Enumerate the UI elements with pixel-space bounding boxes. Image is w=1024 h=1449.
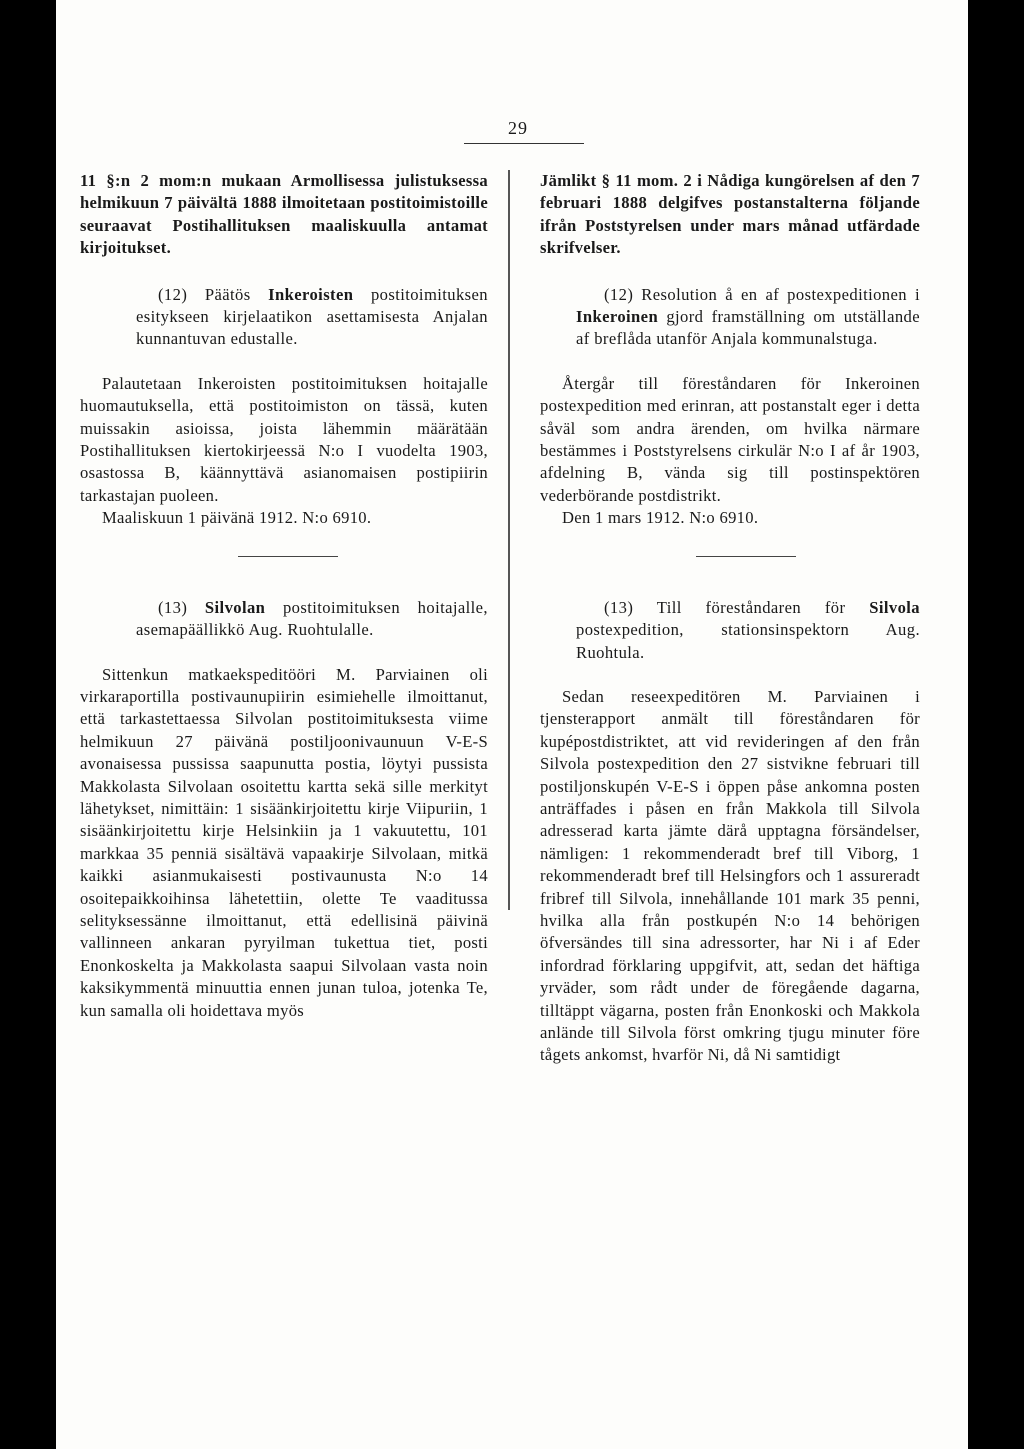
finnish-heading: 11 §:n 2 mom:n mukaan Armollisessa julistuksessa helmikuun 7 päivältä 1888 ilmoitetaan postitoimistoille seuraavat Postihallituksen maaliskuulla antamat kirjoitukset.: [80, 171, 488, 258]
entry-number: (13): [604, 597, 634, 617]
finnish-entry-12-body: Palautetaan Inkeroisten postitoimituksen hoitajalle huomautuksella, että postitoimiston on tässä, kuten muissakin asioissa, joista lähemmin määrätään Postihallituksen kiertokirjeessä N:o I vuodelta 1903, osastossa B, käännyttävä asianomaisen postipiirin tarkastajan puoleen.: [80, 373, 488, 505]
entry-place: Inkeroinen: [576, 307, 659, 327]
entry-place: Silvolan: [204, 597, 266, 617]
finnish-entry-13-title: [80, 597, 488, 642]
swedish-entry-13-title: [540, 597, 920, 664]
page-number: 29: [508, 118, 528, 138]
finnish-entry-12-title: [80, 284, 488, 351]
entry-number: (12): [604, 284, 634, 304]
entry-number: (13): [158, 597, 188, 617]
finnish-entry-12-signoff: Maaliskuun 1 päivänä 1912. N:o 6910.: [102, 508, 372, 528]
column-divider: [508, 170, 510, 910]
document-page: [56, 0, 968, 1449]
entry-pre: Päätös: [204, 284, 251, 304]
section-separator: [238, 556, 338, 557]
finnish-entry-13-body: Sittenkun matkaekspeditööri M. Parviainen oli virkaraportilla postivaunupiirin esimiehelle ilmoittanut, että tarkastettaessa Silvolan postitoimituksesta viime helmikuun 27 päivänä postiljoonivaunuun V-E-S avonaisessa pussissa saapunutta postia, löytyi pussista Makkolasta Silvolaan osoitettu kartta sekä sille merkityt lähetykset, nimittäin: 1 sisäänkirjoitettu kirje Viipuriin, 1 sisäänkirjoitettu kirje Helsinkiin ja 1 vakuutettu, 101 markkaa 35 penniä sisältävä vapaakirje Silvolaan, mitkä kaikki asianmukaisesti postivaunusta N:o 14 osoitepaikkoihinsa lähetettiin, olette Te vaaditussa selityksessänne ilmoittanut, että edellisinä päivinä vallinneen ankaran pyryilman tukettua tiet, posti Enonkoskelta ja Makkolasta saapui Silvolaan vasta noin kaksikymmentä minuuttia ennen junan tuloa, jotenka Te, kun samalla oli hoidettava myös: [80, 664, 488, 1020]
swedish-entry-12-body: Återgår till föreståndaren för Inkeroinen postexpedition med erinran, att postanstalt eger i detta såväl som andra ärenden, om hvilka närmare bestämmes i Poststyrelsens cirkulär N:o I af år 1903, afdelning B, vända sig till postinspektören vederbörande postdistrikt.: [540, 373, 920, 505]
entry-place: Silvola: [869, 597, 920, 617]
entry-post: postitoimituksen hoitajalle, asemapäällikkö Aug. Ruohtulalle.: [136, 597, 488, 640]
entry-pre: Till föreståndaren för: [656, 597, 846, 617]
page-number-rule: [464, 143, 584, 144]
entry-pre: Resolution å en af postexpeditionen i: [641, 284, 920, 304]
swedish-entry-12-title: [540, 284, 920, 351]
section-separator: [696, 556, 796, 557]
swedish-entry-12-signoff: Den 1 mars 1912. N:o 6910.: [562, 508, 759, 528]
swedish-entry-13-body: Sedan reseexpeditören M. Parviainen i tjensterapport anmält till föreståndaren för kupépostdistriktet, att vid revideringen af den från Silvola postexpedition den 27 sistvikne februari till postiljonskupén V-E-S i öppen påse ankomna posten anträffades i påsen en från Makkola till Silvola adresserad karta jämte därå upptagna försändelser, nämligen: 1 rekommenderadt bref till Viborg, 1 rekommenderadt bref till Helsingfors och 1 assureradt fribref till Silvola, innehållande 101 mark 35 penni, hvilka alla från postkupén N:o 14 behörigen öfversändes till sina adressorter, har Ni i af Eder infordrad förklaring uppgifvit, att, sedan det häftiga yrväder, som rådt under de föregående dagarna, tilltäppt vägarna, posten från Enonkoski och Makkola anlände till Silvola först omkring tjugu minuter före tågets ankomst, hvarför Ni, då Ni samtidigt: [540, 686, 920, 1065]
finnish-column: [80, 170, 488, 1022]
swedish-column: [540, 170, 920, 1067]
entry-post: postitoimituksen esitykseen kirjelaatikon asettamisesta Anjalan kunnantuvan edustalle.: [136, 284, 488, 349]
entry-place: Inkeroisten: [268, 284, 354, 304]
swedish-heading: Jämlikt § 11 mom. 2 i Nådiga kungörelsen af den 7 februari 1888 delgifves postanstalterna följande ifrån Poststyrelsen under mars månad utfärdade skrifvelser.: [540, 171, 920, 258]
entry-post: postexpedition, stationsinspektorn Aug. Ruohtula.: [576, 620, 920, 662]
entry-number: (12): [158, 284, 188, 304]
entry-post: gjord framställning om utställande af breflåda utanför Anjala kommunalstuga.: [576, 307, 920, 349]
